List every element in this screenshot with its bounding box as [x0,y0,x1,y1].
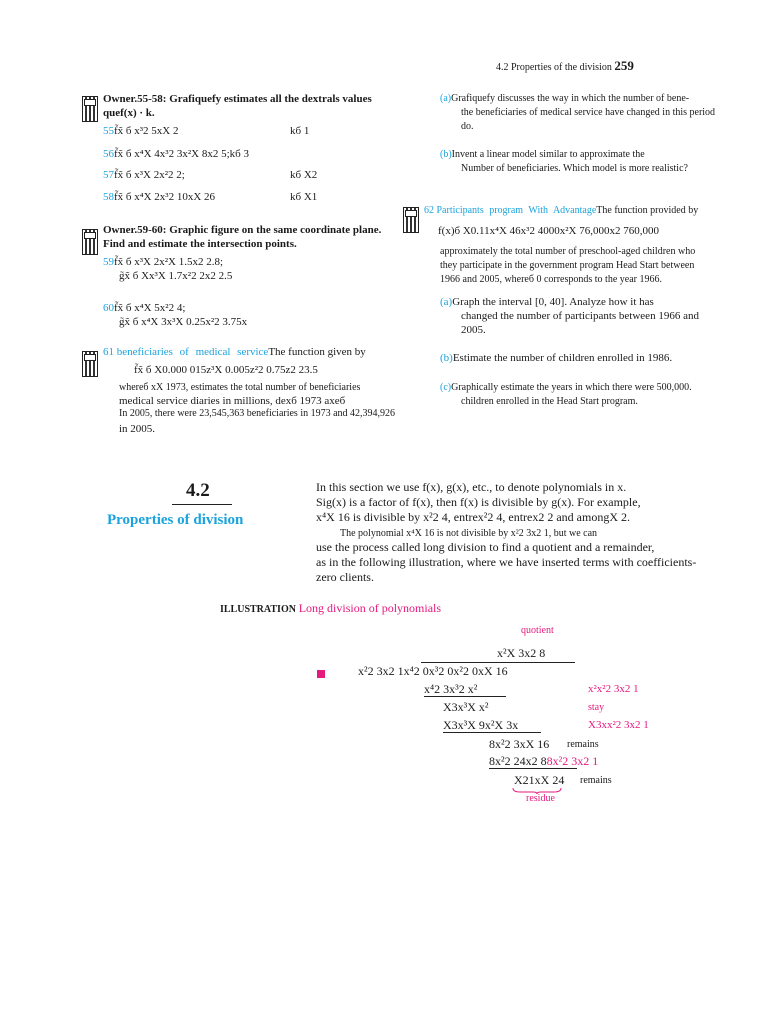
calculator-icon [82,351,98,377]
part-label: (a) [440,93,452,104]
exercise-60 [103,302,185,314]
section-text-2: Sig(x) is a factor of f(x), then f(x) is divisible by g(x). For example, [316,495,641,509]
exercise-62-formula: f(x)б X0.11x⁴X 46x³2 4000x²X 76,000x2 760,000 [438,225,659,237]
section-text-7: zero clients. [316,570,374,584]
exercise-62-text-2: they participate in the government program Head Start between [440,260,695,271]
ex62-part-c-cont: children enrolled in the Head Start program. [461,396,638,407]
step-3-rule [443,732,541,733]
part-text: Estimate the number of children enrolled in 1986. [452,352,673,364]
part-text: Grafiquefy discusses the way in which the number of bene- [451,93,690,104]
exercise-expr: f̃x̃ б x⁴X 2x³2 10xX 26 [114,191,216,203]
step-1: x⁴2 3x³2 x² [424,682,478,696]
bullet-square-icon [317,670,325,678]
exercise-56 [103,148,249,160]
exercise-55 [103,125,179,137]
exercise-61-text-2: medical service diaries in millions, dexб 1973 axeб [119,395,346,407]
step-6-note: remains [580,775,612,786]
illustration-title: Long division of polynomials [298,601,442,615]
step-4-note: remains [567,739,599,750]
exercise-57-k: kб X2 [290,169,318,181]
residue-label: residue [526,793,555,804]
header-title: 4.2 Properties of the division [496,62,612,73]
division-bar [421,662,575,663]
section-text-5: use the process called long division to find a quotient and a remainder, [316,540,655,554]
part-label: (b) [440,352,453,364]
exercise-62-text-1: approximately the total number of preschool-aged children who [440,246,696,257]
part-text: Graph the interval [0, 40]. Analyze how it has [452,296,654,308]
exercise-59-g: g̃x̃ б Xx³X 1.7x²2 2x2 2.5 [119,270,233,282]
step-3-note: X3xx²2 3x2 1 [588,719,649,731]
illustration-label: ILLUSTRATION [220,604,296,615]
step-5-note: 8x²2 3x2 1 [546,754,599,768]
exercise-number: 62 [424,205,434,216]
exercise-number: 58 [103,191,114,203]
exercise-intro: The function given by [268,346,366,358]
calculator-icon [403,207,419,233]
exercise-expr: f̃x̃ б x³X 2x²2 2; [114,169,185,181]
step-2: X3x³X x² [443,700,489,714]
part-label: (c) [440,382,452,393]
section-text-6: as in the following illustration, where we have inserted terms with coefficients- [316,555,697,569]
exercise-61-title [103,346,366,358]
exercise-61-formula: f̃x̃ б X0.000 015z³X 0.005z²2 0.75z2 23.5 [134,364,318,376]
ex61-part-a [440,93,689,104]
section-text-4 [316,525,597,540]
exercise-61-text-4: in 2005. [119,423,156,435]
section-title: Properties of division [107,512,244,528]
running-header [496,58,634,74]
exercise-expr: f̃x̃ б x³2 5xX 2 [114,125,179,137]
exercise-55-k: kб 1 [290,125,310,137]
ex62-part-b [440,352,672,364]
quotient-label: quotient [521,625,554,636]
calculator-icon [82,96,98,122]
exercise-topic: beneficiaries of medical service [116,346,269,358]
ex61-part-b [440,149,645,160]
page-number: 259 [614,58,634,73]
exercise-number: 56 [103,148,114,160]
exercise-58 [103,191,215,203]
exercise-57 [103,169,185,181]
exercise-number: 57 [103,169,114,181]
exercise-62-text-3: 1966 and 2005, whereб 0 corresponds to the year 1966. [440,274,662,285]
part-text: Graphically estimate the years in which there were 500,000. [451,382,692,393]
exercise-61-text-1: whereб xX 1973, estimates the total number of beneficiaries [119,382,361,393]
step-1-rule [424,696,506,697]
part-text: Invent a linear model similar to approximate the [451,149,645,160]
calculator-icon [82,229,98,255]
exercises-55-58-heading-cont: quef(x) · k. [103,107,155,119]
exercise-61-text-3: In 2005, there were 23,545,363 beneficiaries in 1973 and 42,394,926 [119,408,396,419]
ex62-part-a-cont2: 2005. [461,324,486,336]
step-3: X3x³X 9x²X 3x [443,718,519,732]
illustration-heading [220,601,441,616]
exercise-number: 55 [103,125,114,137]
exercises-59-60-heading: Owner.59-60: Graphic figure on the same coordinate plane. [103,224,382,236]
exercise-expr: f̃x̃ б x³X 2x²X 1.5x2 2.8; [114,256,224,268]
step-2-note: stay [588,702,605,713]
step-6: X21xX 24 [514,773,565,787]
exercises-55-58-heading: Owner.55-58: Grafiquefy estimates all the dextrals values [103,93,372,105]
ex62-part-c [440,382,692,393]
ex62-part-a-cont: changed the number of participants between 1966 and [461,310,699,322]
exercise-intro: The function provided by [596,205,699,216]
section-rule [172,504,232,505]
exercise-62-title [424,205,698,216]
exercise-58-k: kб X1 [290,191,318,203]
exercise-topic: Participants program With Advantage [436,205,597,216]
section-text-4-content: The polynomial x⁴X 16 is not divisible by x²2 3x2 1, but we can [340,528,598,539]
exercise-expr: f̃x̃ б x⁴X 4x³2 3x²X 8x2 5;kб 3 [114,148,249,160]
ex61-part-a-cont2: do. [461,121,474,132]
section-text-1: In this section we use f(x), g(x), etc., to denote polynomials in x. [316,480,627,494]
step-5-expr: 8x²2 24x2 8 [489,754,547,768]
exercise-number: 61 [103,346,114,358]
exercise-59 [103,256,223,268]
part-label: (a) [440,296,453,308]
section-number: 4.2 [186,480,210,501]
quotient-expr: x²X 3x2 8 [497,646,546,660]
ex62-part-a [440,296,654,308]
part-label: (b) [440,149,452,160]
ex61-part-b-cont: Number of beneficiaries. Which model is more realistic? [461,163,688,174]
step-4: 8x²2 3xX 16 [489,737,550,751]
step-5-rule [489,768,577,769]
exercise-number: 60 [103,302,114,314]
step-1-note: x²x²2 3x2 1 [588,683,639,695]
exercise-expr: f̃x̃ б x⁴X 5x²2 4; [114,302,186,314]
exercise-60-g: g̃x̃ б x⁴X 3x³X 0.25x²2 3.75x [119,316,248,328]
ex61-part-a-cont: the beneficiaries of medical service have changed in this period [461,107,716,118]
divisor-dividend: x²2 3x2 1x⁴2 0x³2 0x²2 0xX 16 [358,664,508,678]
exercises-59-60-heading-cont: Find and estimate the intersection points. [103,238,297,250]
exercise-number: 59 [103,256,114,268]
section-text-3: x⁴X 16 is divisible by x²2 4, entrex²2 4, entrex2 2 and amongX 2. [316,510,630,524]
step-5 [489,754,598,769]
